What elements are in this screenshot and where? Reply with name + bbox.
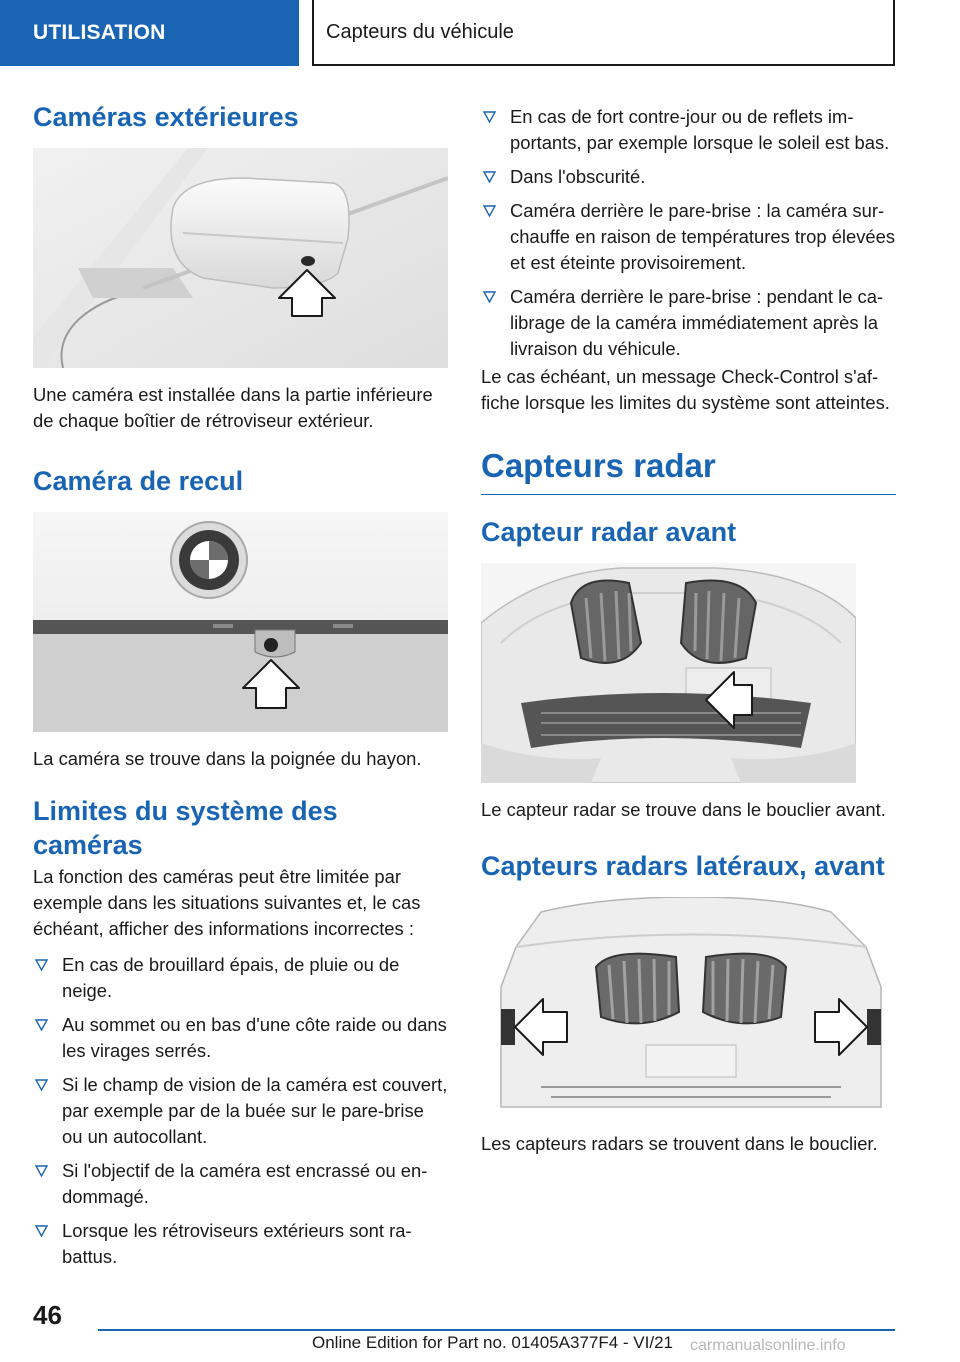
watermark: carmanualsonline.info [690,1337,846,1354]
triangle-bullet-icon [35,1079,48,1091]
triangle-bullet-icon [35,1165,48,1177]
bullet-text: Si l'objectif de la caméra est encrassé ou endommagé. [62,1160,428,1207]
list-item [33,1012,448,1064]
front-radar-title: Capteur radar avant [481,517,737,547]
triangle-bullet-icon [35,1019,48,1031]
bullet-text: Caméra derrière le pare-brise : la caméra surchauffe en raison de températures trop élevées et est éteinte provisoirement. [510,200,896,273]
front-radar-text: Le capteur radar se trouve dans le bouclier avant. [481,799,886,820]
triangle-bullet-icon [483,205,496,217]
side-radar-image [481,897,896,1117]
limits-title: Limites du système des caméras [33,796,338,860]
footer-edition: Online Edition for Part no. 01405A377F4 - VI/21 [312,1333,674,1352]
ext-cam-text: Une caméra est installée dans la partie inférieure de chaque boîtier de rétroviseur extérieur. [33,384,433,431]
list-item [33,1218,448,1270]
left-column [33,100,448,1278]
list-item [481,284,896,362]
rear-camera-image [33,512,448,732]
checkcontrol-text: Le cas échéant, un message Check-Control s'affiche lorsque les limites du système sont atteintes. [481,366,890,413]
page-number: 46 [33,1300,62,1330]
bullet-text: Caméra derrière le pare-brise : pendant le calibrage de la caméra immédiatement après la livraison du véhicule. [510,286,884,359]
list-item [33,1072,448,1150]
list-item [481,164,896,190]
radar-title: Capteurs radar [481,446,896,495]
list-item [481,198,896,276]
ext-cam-title: Caméras extérieures [33,102,299,132]
rear-cam-text: La caméra se trouve dans la poignée du hayon. [33,748,422,769]
list-item [481,104,896,156]
header-chapter-box [312,0,895,66]
limits-text: La fonction des caméras peut être limitée par exemple dans les situations suivantes et, le cas échéant, afficher des informations incorrectes : [33,866,421,939]
bullet-text: Lorsque les rétroviseurs extérieurs sont rabattus. [62,1220,412,1267]
bullet-text: En cas de fort contre-jour ou de reflets importants, par exemple lorsque le soleil est bas. [510,106,890,153]
limits-bullet-list [33,952,448,1270]
rear-cam-title: Caméra de recul [33,466,244,496]
header-section-tab [0,0,299,66]
triangle-bullet-icon [483,111,496,123]
triangle-bullet-icon [483,291,496,303]
side-radar-text: Les capteurs radars se trouvent dans le bouclier. [481,1133,878,1154]
footer-divider [98,1329,895,1331]
bullet-text: Dans l'obscurité. [510,166,646,187]
side-radar-title: Capteurs radars latéraux, avant [481,851,885,881]
list-item [33,952,448,1004]
front-radar-image [481,563,856,783]
triangle-bullet-icon [35,959,48,971]
header-section-label: UTILISATION [33,21,166,44]
triangle-bullet-icon [483,171,496,183]
list-item [33,1158,448,1210]
triangle-bullet-icon [35,1225,48,1237]
limits-bullet-list-continued [481,104,896,362]
bullet-text: Si le champ de vision de la caméra est couvert, par exemple par de la buée sur le pare-brise ou un autocollant. [62,1074,448,1147]
right-column [481,100,896,1157]
bullet-text: Au sommet ou en bas d'une côte raide ou dans les virages serrés. [62,1014,447,1061]
mirror-camera-image [33,148,448,368]
bullet-text: En cas de brouillard épais, de pluie ou de neige. [62,954,400,1001]
header-chapter-label: Capteurs du véhicule [326,20,514,43]
